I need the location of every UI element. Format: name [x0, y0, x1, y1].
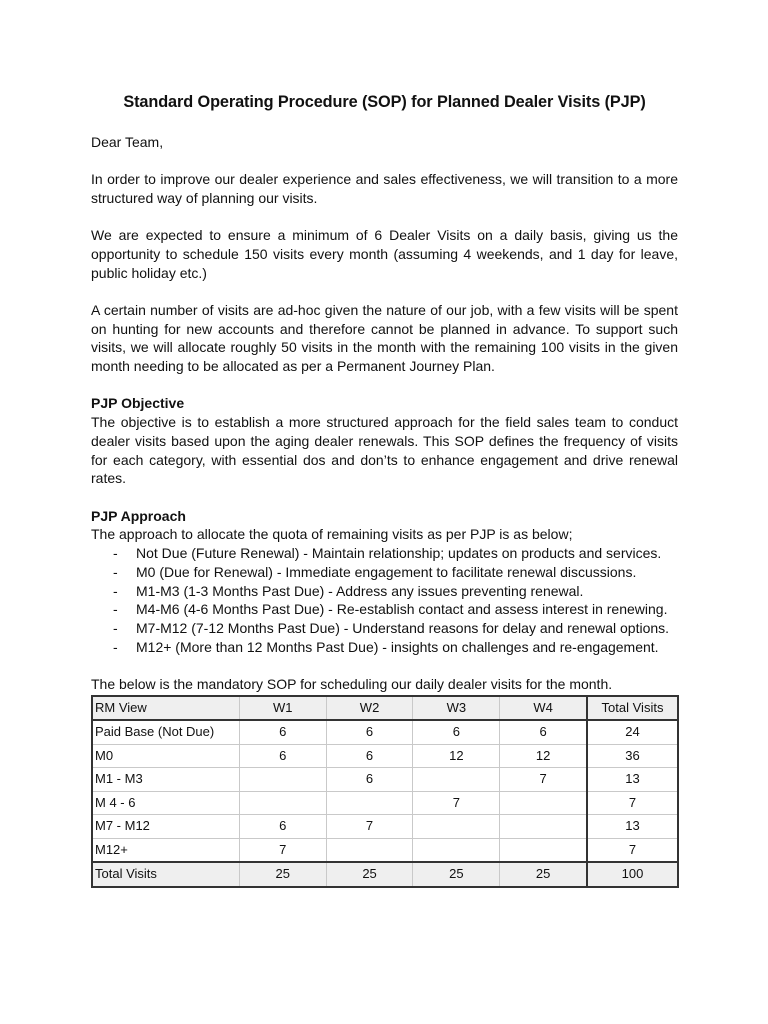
- bullet-dash: -: [113, 601, 118, 618]
- cell-w3: [413, 815, 500, 839]
- cell-w2: 7: [326, 815, 413, 839]
- footer-label: Total Visits: [92, 862, 239, 887]
- cell-w1: [239, 768, 326, 792]
- table-row: [92, 720, 678, 744]
- cell-w4: [500, 815, 587, 839]
- footer-w2: 25: [326, 862, 413, 887]
- cell-w3: [413, 838, 500, 862]
- list-item-text: M7-M12 (7-12 Months Past Due) - Understand reasons for delay and renewal options.: [136, 619, 670, 636]
- row-label: M12+: [92, 838, 239, 862]
- cell-w3: 12: [413, 744, 500, 768]
- list-item-text: M12+ (More than 12 Months Past Due) - insights on challenges and re-engagement.: [136, 638, 659, 655]
- bullet-dash: -: [113, 545, 118, 562]
- cell-total: 36: [587, 744, 678, 768]
- table-intro: The below is the mandatory SOP for scheduling our daily dealer visits for the month.: [91, 676, 613, 692]
- table-header-row: [92, 696, 678, 721]
- header-rm-view: RM View: [92, 696, 239, 721]
- cell-w3: 6: [413, 720, 500, 744]
- table-row: [92, 744, 678, 768]
- row-label: M7 - M12: [92, 815, 239, 839]
- cell-total: 7: [587, 838, 678, 862]
- list-item: [91, 600, 678, 619]
- visit-schedule-table: [91, 695, 679, 888]
- list-item: [91, 582, 678, 601]
- header-w3: W3: [413, 696, 500, 721]
- row-label: Paid Base (Not Due): [92, 720, 239, 744]
- approach-heading: PJP Approach: [91, 507, 186, 524]
- footer-w4: 25: [500, 862, 587, 887]
- cell-total: 13: [587, 768, 678, 792]
- table-row: [92, 791, 678, 815]
- table-row: [92, 815, 678, 839]
- row-label: M1 - M3: [92, 768, 239, 792]
- header-w2: W2: [326, 696, 413, 721]
- list-item-text: Not Due (Future Renewal) - Maintain relationship; updates on products and services.: [136, 545, 662, 562]
- approach-intro: The approach to allocate the quota of remaining visits as per PJP is as below;: [91, 526, 573, 543]
- cell-w2: 6: [326, 768, 413, 792]
- row-label: M 4 - 6: [92, 791, 239, 815]
- cell-w2: 6: [326, 720, 413, 744]
- cell-total: 7: [587, 791, 678, 815]
- bullet-dash: -: [113, 638, 118, 655]
- footer-w3: 25: [413, 862, 500, 887]
- paragraph-visit-targets: We are expected to ensure a minimum of 6 Dealer Visits on a daily basis, giving us the opportunity to schedule 150 visits every month (assuming 4 weekends, and 1 day for leave, public holiday etc.): [91, 227, 678, 281]
- footer-w1: 25: [239, 862, 326, 887]
- cell-w1: [239, 791, 326, 815]
- cell-w4: 12: [500, 744, 587, 768]
- cell-w4: [500, 838, 587, 862]
- cell-w1: 6: [239, 815, 326, 839]
- bullet-dash: -: [113, 563, 118, 580]
- paragraph-adhoc-visits: A certain number of visits are ad-hoc given the nature of our job, with a few visits will be spent on hunting for new accounts and therefore cannot be planned in advance. To support such visits, we will allocate roughly 50 visits in the month with the remaining 100 visits in the given month needing to be allocated as per a Permanent Journey Plan.: [91, 301, 678, 375]
- cell-w4: 7: [500, 768, 587, 792]
- cell-w2: [326, 791, 413, 815]
- document-page: [91, 93, 678, 888]
- paragraph-intro: In order to improve our dealer experience and sales effectiveness, we will transition to a more structured way of planning our visits.: [91, 171, 678, 206]
- footer-total: 100: [587, 862, 678, 887]
- document-title: Standard Operating Procedure (SOP) for Planned Dealer Visits (PJP): [123, 93, 646, 111]
- cell-w4: 6: [500, 720, 587, 744]
- cell-total: 24: [587, 720, 678, 744]
- list-item-text: M4-M6 (4-6 Months Past Due) - Re-establish contact and assess interest in renewing.: [136, 601, 668, 618]
- bullet-dash: -: [113, 582, 118, 599]
- header-w4: W4: [500, 696, 587, 721]
- header-total-visits: Total Visits: [587, 696, 678, 721]
- cell-w3: [413, 768, 500, 792]
- cell-w4: [500, 791, 587, 815]
- cell-w1: 7: [239, 838, 326, 862]
- cell-total: 13: [587, 815, 678, 839]
- header-w1: W1: [239, 696, 326, 721]
- table-row: [92, 768, 678, 792]
- row-label: M0: [92, 744, 239, 768]
- approach-list: [91, 544, 678, 656]
- bullet-dash: -: [113, 619, 118, 636]
- cell-w2: 6: [326, 744, 413, 768]
- table-footer-row: [92, 862, 678, 887]
- list-item-text: M0 (Due for Renewal) - Immediate engagement to facilitate renewal discussions.: [136, 563, 637, 580]
- cell-w1: 6: [239, 744, 326, 768]
- list-item: [91, 544, 678, 563]
- list-item: [91, 619, 678, 638]
- list-item: [91, 563, 678, 582]
- table-row: [92, 838, 678, 862]
- cell-w2: [326, 838, 413, 862]
- objective-heading: PJP Objective: [91, 395, 185, 412]
- list-item-text: M1-M3 (1-3 Months Past Due) - Address any issues preventing renewal.: [136, 582, 584, 599]
- objective-text: The objective is to establish a more structured approach for the field sales team to conduct dealer visits based upon the aging dealer renewals. This SOP defines the frequency of visits for each category, with essential dos and don’ts to enhance engagement and drive renewal rates.: [91, 414, 678, 487]
- cell-w3: 7: [413, 791, 500, 815]
- greeting: Dear Team,: [91, 133, 164, 150]
- list-item: [91, 638, 678, 657]
- cell-w1: 6: [239, 720, 326, 744]
